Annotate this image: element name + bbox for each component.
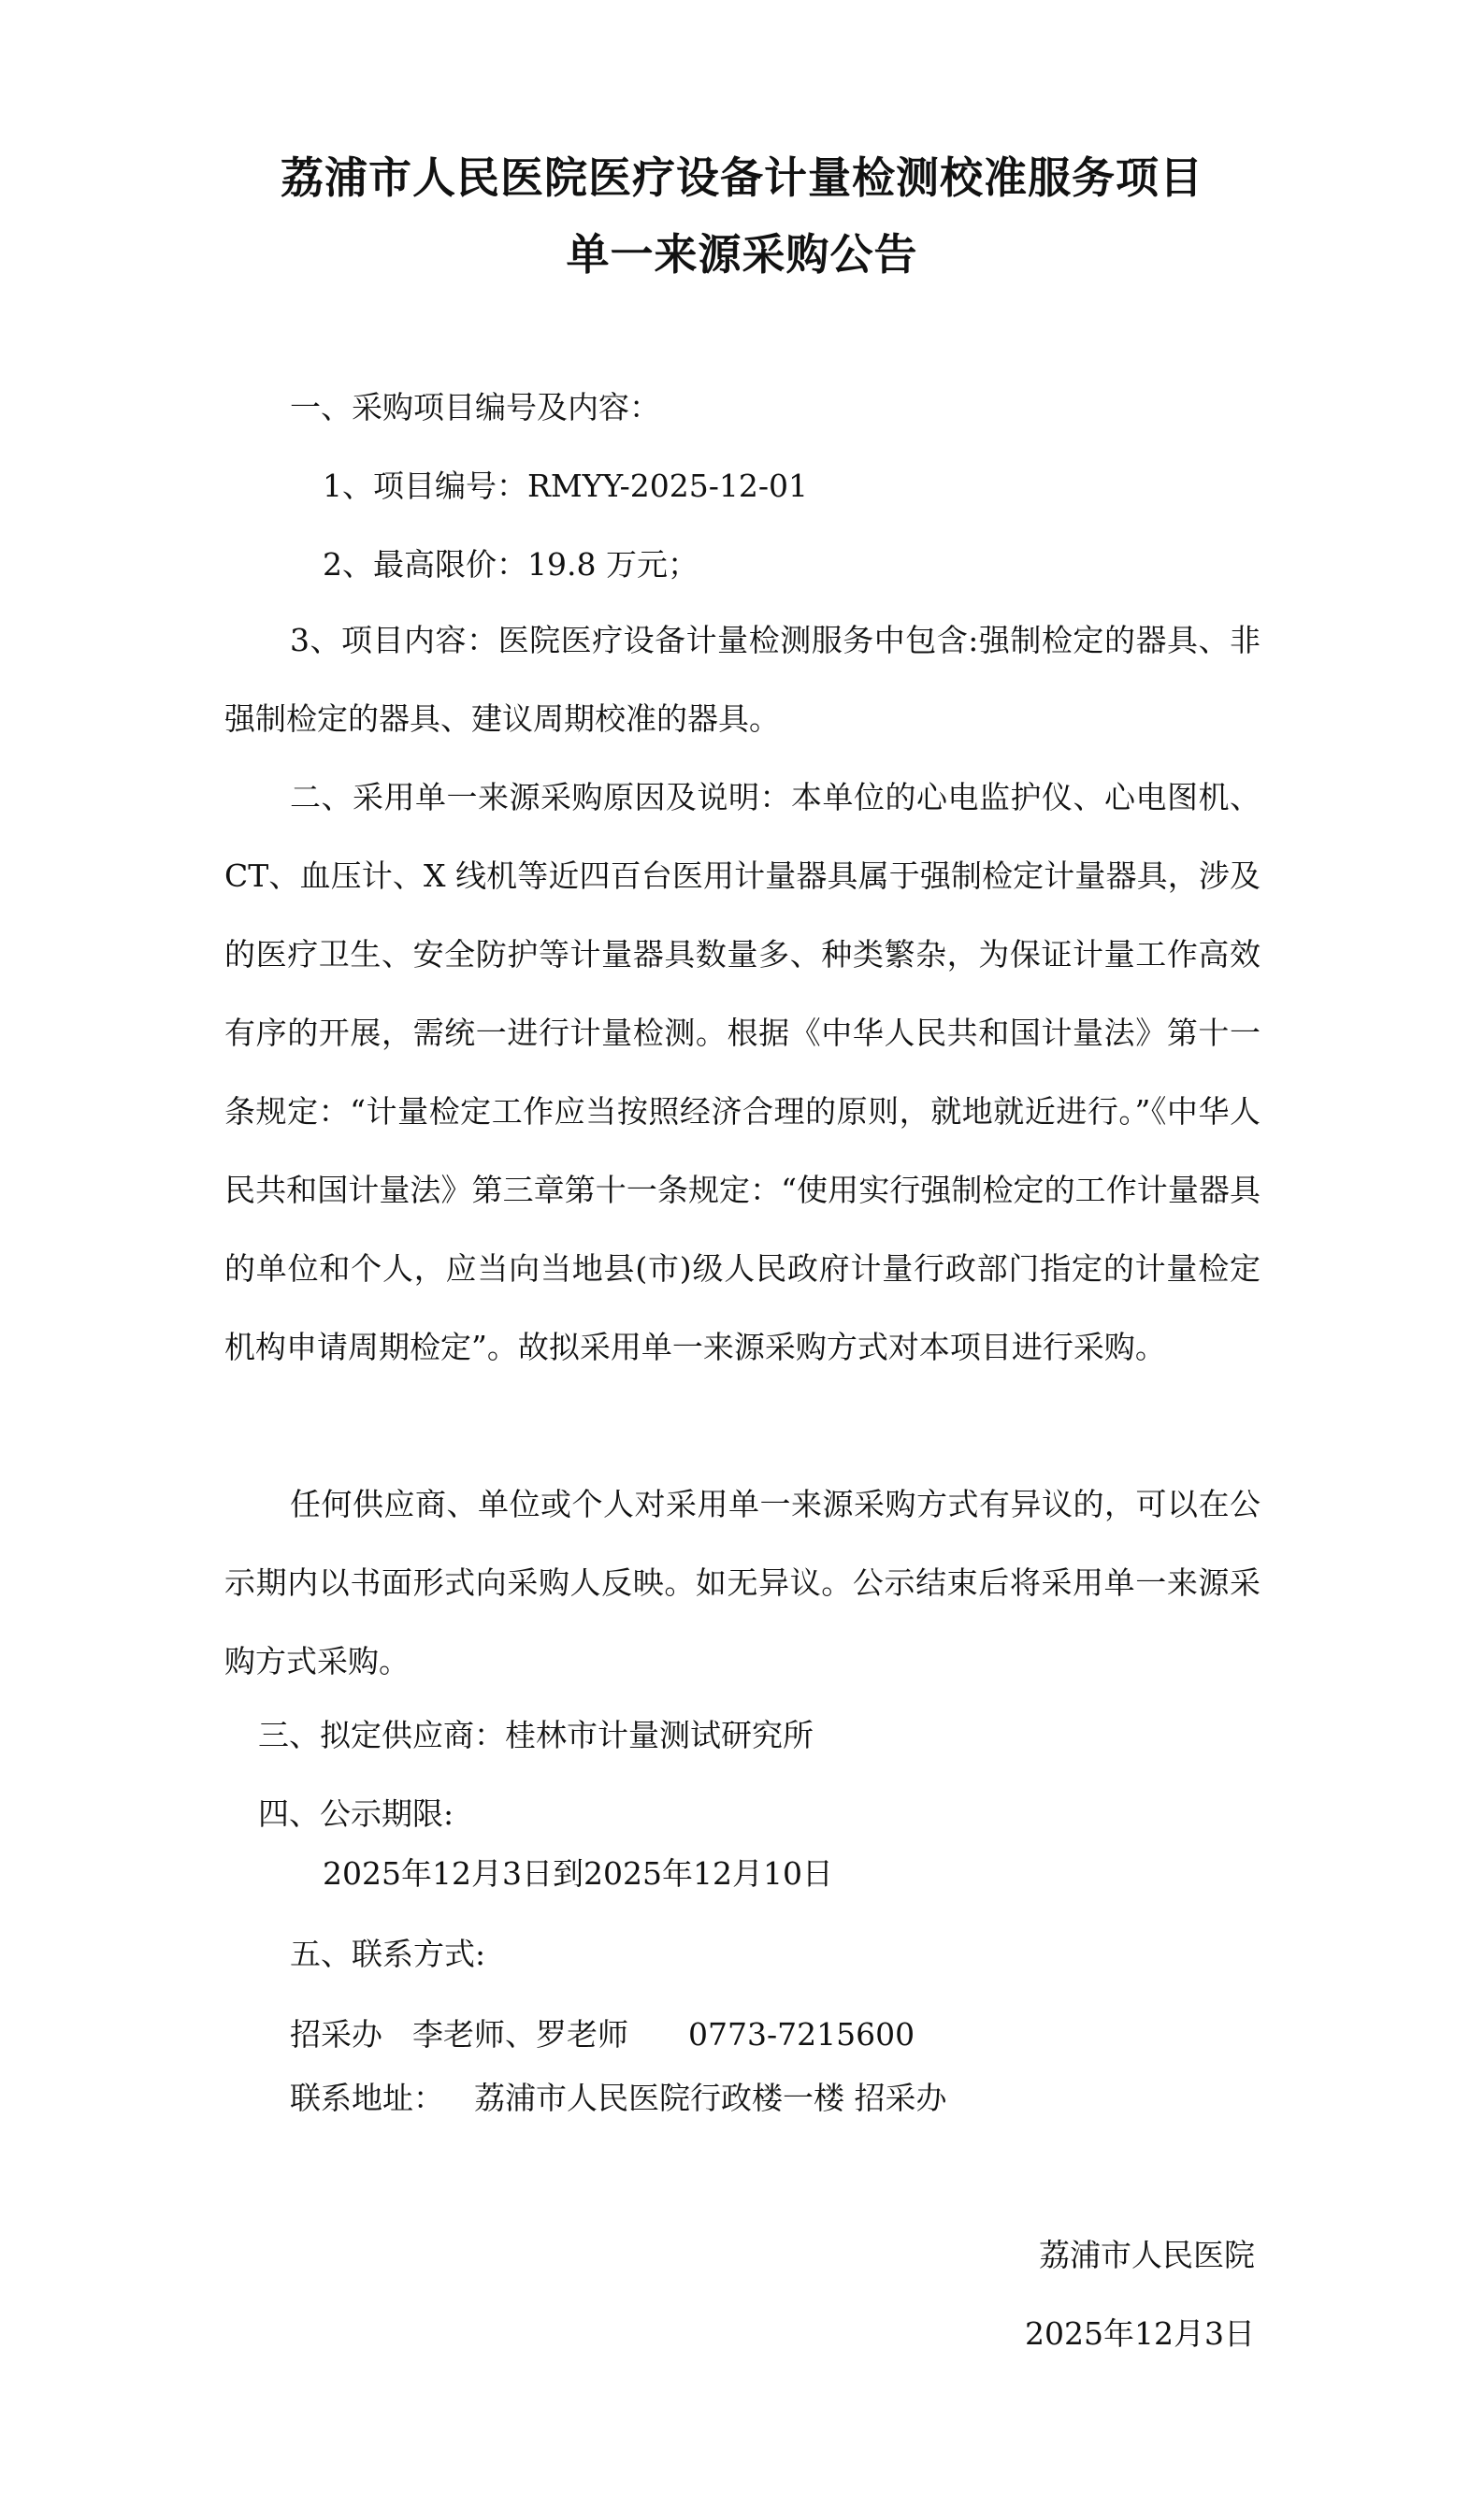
address-value: 荔浦市人民医院行政楼一楼 招采办 xyxy=(474,2080,947,2116)
address-line xyxy=(290,2074,947,2118)
project-content: 3、项目内容：医院医疗设备计量检测服务中包含:强制检定的器具、非强制检定的器具、建议周期校准的器具。 xyxy=(224,622,1261,737)
signature-date: 2025年12月3日 xyxy=(1025,2315,1255,2352)
publicity-period: 2025年12月3日到2025年12月10日 xyxy=(323,1855,833,1892)
section4-heading: 四、公示期限: xyxy=(258,1795,454,1832)
section1-heading: 一、采购项目编号及内容： xyxy=(290,389,660,425)
objection-notice: 任何供应商、单位或个人对采用单一来源采购方式有异议的，可以在公示期内以书面形式向采购人反映。如无异议。公示结束后将采用单一来源采购方式采购。 xyxy=(224,1486,1261,1679)
address-label: 联系地址： xyxy=(290,2080,444,2116)
signature-org: 荔浦市人民医院 xyxy=(1039,2237,1255,2273)
price-limit: 2、最高限价：19.8 万元； xyxy=(323,546,699,583)
contact-office: 招采办 xyxy=(290,2016,382,2053)
section2-reason: 二、采用单一来源采购原因及说明：本单位的心电监护仪、心电图机、CT、血压计、X 线机等近四百台医用计量器具属于强制检定计量器具，涉及的医疗卫生、安全防护等计量器具数量多、种类繁杂，为保证计量工作高效有序的开展，需统一进行计量检测。根据《中华人民共和国计量法》第十一条规定：“计量检定工作应当按照经济合理的原则，就地就近进行。”《中华人民共和国计量法》第三章第十一条规定：“使用实行强制检定的工作计量器具的单位和个人，应当向当地县(市)级人民政府计量行政部门指定的计量检定机构申请周期检定”。故拟采用单一来源采购方式对本项目进行采购。 xyxy=(224,779,1261,1365)
contact-line xyxy=(290,2010,915,2054)
contact-persons: 李老师、罗老师 xyxy=(412,2016,628,2053)
section3-supplier: 三、拟定供应商：桂林市计量测试研究所 xyxy=(258,1717,814,1753)
project-number: 1、项目编号：RMYY-2025-12-01 xyxy=(323,468,808,504)
title-line-1: 荔浦市人民医院医疗设备计量检测校准服务项目 xyxy=(281,152,1203,203)
section5-heading: 五、联系方式: xyxy=(290,1936,486,1972)
title-line-2: 单一来源采购公告 xyxy=(566,229,918,280)
contact-phone: 0773-7215600 xyxy=(688,2016,915,2053)
